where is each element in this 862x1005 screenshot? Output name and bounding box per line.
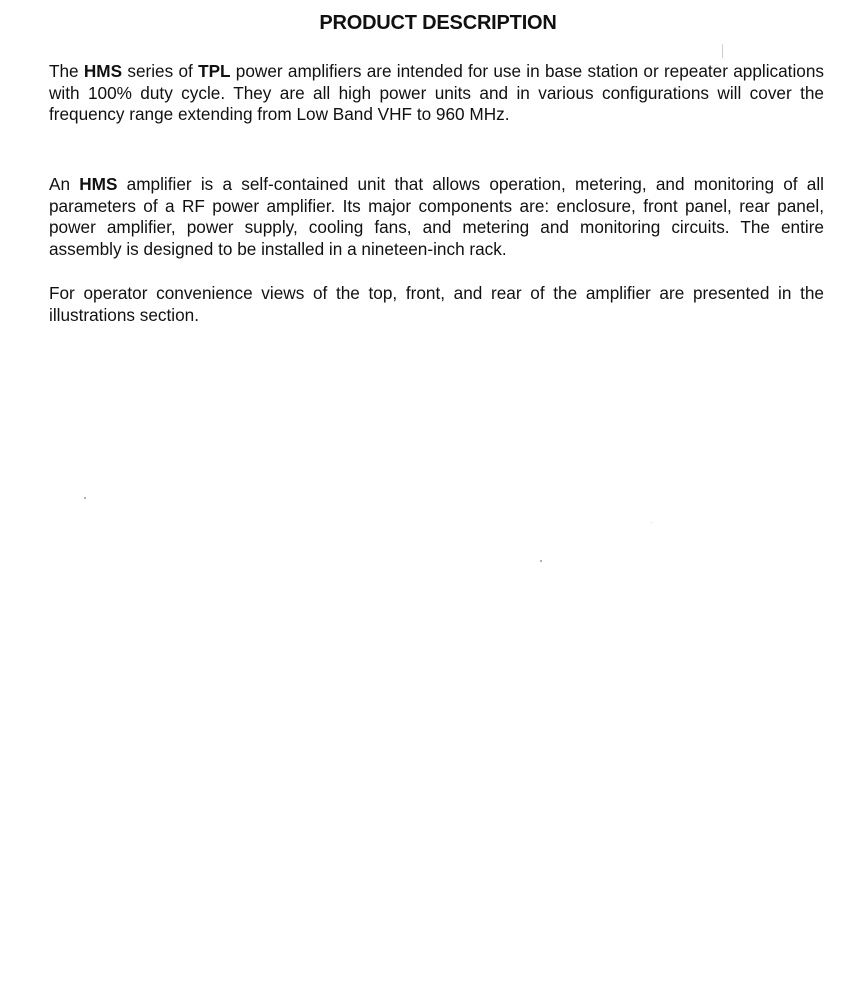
scan-speck [540,560,542,562]
paragraph-intro [49,61,824,126]
text-segment-bold: TPL [198,61,231,81]
paragraph-illustrations [49,283,824,326]
scan-speck [722,44,723,58]
scan-speck [651,522,652,523]
text-segment: amplifier is a self-contained unit that allows operation, metering, and monitoring of all parameters of a RF power amplifier. Its major components are: enclosure, front panel, rear panel, power amplifier, power supply, cooling fans, and metering and monitoring circuits. The entire assembly is designed to be installed in a nineteen-inch rack. [49,174,824,259]
text-segment: power amplifiers are intended for use in base station or repeater applications with 100% duty cycle. They are all high power units and in various configurations will cover the frequency range extending from Low Band VHF to 960 MHz. [49,61,824,124]
text-segment-bold: HMS [83,61,123,81]
text-segment-bold: HMS [79,174,118,194]
scan-speck [84,497,86,499]
page-title: PRODUCT DESCRIPTION [319,12,557,34]
text-segment: For operator convenience views of the top, front, and rear of the amplifier are presented in the illustrations section. [49,283,824,325]
text-segment: An [49,174,80,194]
text-segment: The [49,61,84,81]
paragraph-components [49,174,824,260]
text-segment: series of [122,61,199,81]
